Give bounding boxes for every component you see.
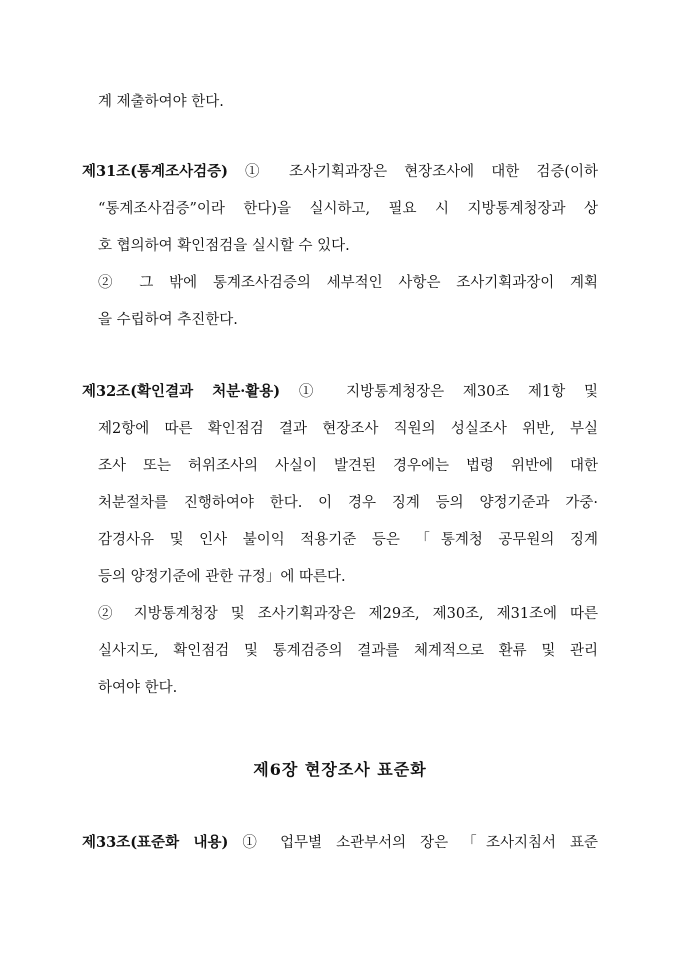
article31-text-5: 을 수립하여 추진한다.	[98, 312, 238, 328]
article31-text-3: 호 협의하여 확인점검을 실시할 수 있다.	[98, 238, 350, 254]
article31-text-2: “통계조사검증”이라 한다)을 실시하고, 필요 시 지방통계청장과 상	[98, 201, 598, 217]
article32-line6	[98, 567, 598, 587]
article32-text-4: 처분절차를 진행하여야 한다. 이 경우 징계 등의 양정기준과 가중·	[98, 495, 598, 511]
article32-text-1: ① 지방통계청장은 제30조 제1항 및	[280, 384, 598, 400]
article32-text-3: 조사 또는 허위조사의 사실이 발견된 경우에는 법령 위반에 대한	[98, 458, 598, 474]
article33-text-1: ① 업무별 소관부서의 장은 「조사지침서 표준	[228, 835, 598, 851]
article31-line4	[98, 273, 598, 293]
continuation-text: 계 제출하여야 한다.	[98, 94, 224, 110]
article32-line5	[98, 530, 598, 550]
article33-line1	[82, 833, 598, 853]
article31-heading: 제31조(통계조사검증)	[82, 163, 228, 180]
article32-line7	[98, 604, 598, 624]
article33-heading: 제33조(표준화 내용)	[82, 834, 229, 851]
continuation-line	[98, 92, 598, 112]
article32-text-7: ② 지방통계청장 및 조사기획과장은 제29조, 제30조, 제31조에 따른	[98, 606, 598, 622]
article31-line3	[98, 236, 598, 256]
article32-text-5: 감경사유 및 인사 불이익 적용기준 등은 「통계청 공무원의 징계	[98, 532, 598, 548]
article32-heading: 제32조(확인결과 처분·활용)	[82, 383, 281, 400]
article32-line9	[98, 678, 598, 698]
chapter-title: 제6장 현장조사 표준화	[253, 760, 427, 779]
article32-line2	[98, 419, 598, 439]
article32-line4	[98, 493, 598, 513]
article31-line2	[98, 199, 598, 219]
article31-text-1: ① 조사기획과장은 현장조사에 대한 검증(이하	[227, 164, 598, 180]
article32-text-2: 제2항에 따른 확인점검 결과 현장조사 직원의 성실조사 위반, 부실	[98, 421, 598, 437]
article32-text-9: 하여야 한다.	[98, 680, 178, 696]
article32-line3	[98, 456, 598, 476]
article32-text-6: 등의 양정기준에 관한 규정」에 따른다.	[98, 569, 346, 585]
article32-line8	[98, 641, 598, 661]
article32-line1	[82, 382, 598, 402]
article31-line1	[82, 162, 598, 182]
article31-text-4: ② 그 밖에 통계조사검증의 세부적인 사항은 조사기획과장이 계획	[98, 275, 598, 291]
article31-line5	[98, 310, 598, 330]
article32-text-8: 실사지도, 확인점검 및 통계검증의 결과를 체계적으로 환류 및 관리	[98, 643, 598, 659]
